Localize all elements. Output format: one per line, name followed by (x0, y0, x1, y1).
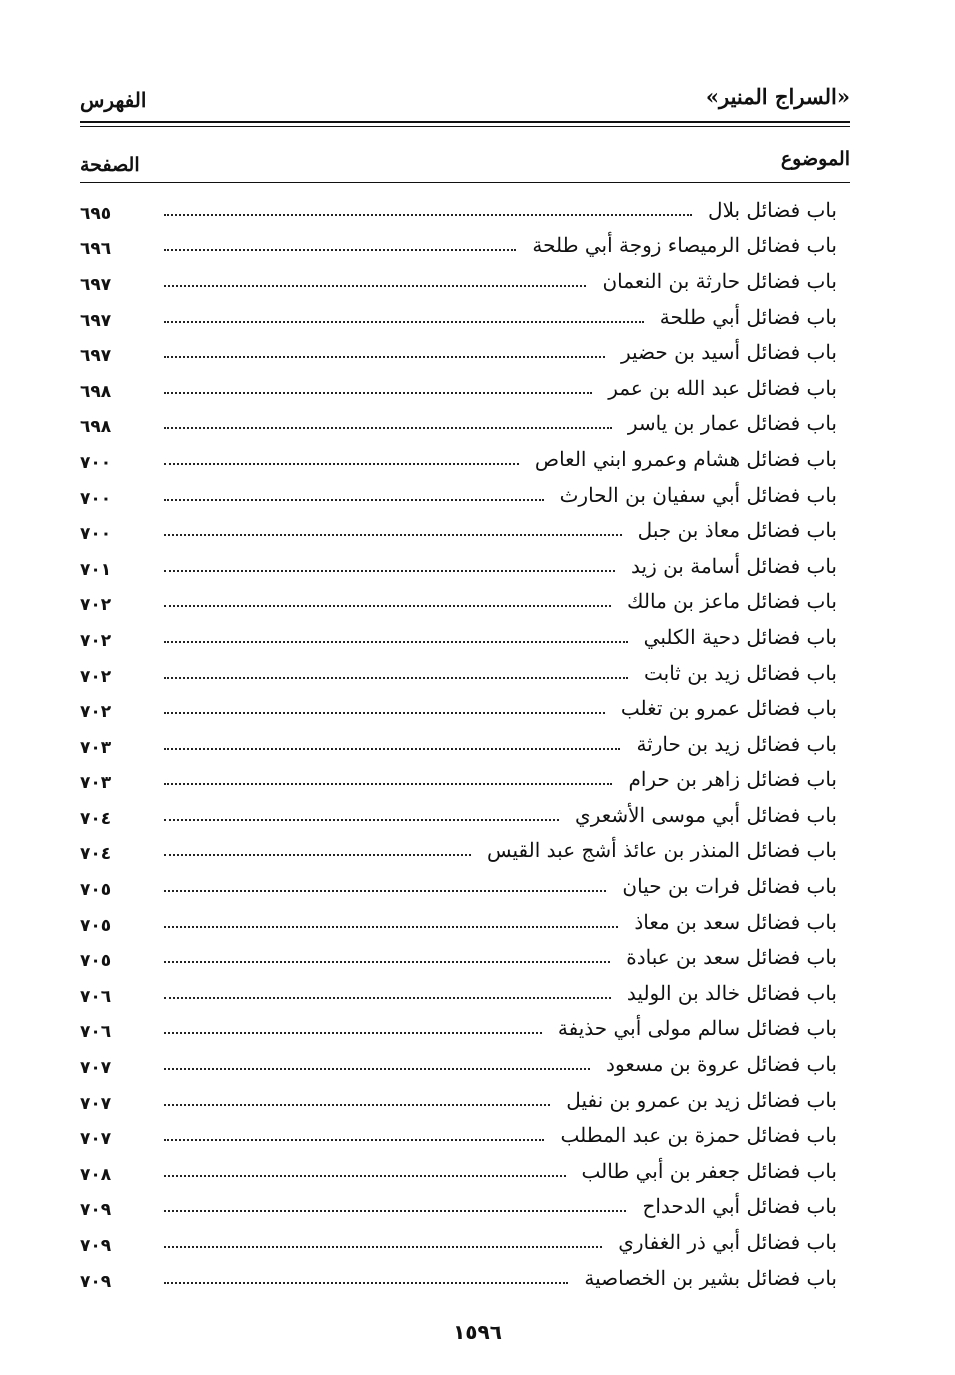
entry-page-number: ٧٠٥ (80, 915, 112, 936)
entry-title: باب فضائل الرميصاء زوجة أبي طلحة (532, 233, 837, 258)
entry-title: باب فضائل معاذ بن جبل (637, 518, 837, 543)
index-entry (80, 263, 837, 299)
entry-page-number: ٦٩٧ (80, 274, 112, 295)
entry-page-number: ٧٠٠ (80, 452, 112, 473)
entry-page-number: ٧٠٤ (80, 844, 112, 865)
index-entry (80, 228, 837, 264)
leader-dots (164, 321, 644, 323)
entry-title: باب فضائل دحية الكلبي (643, 624, 837, 649)
leader-dots (164, 854, 471, 856)
entry-page-number: ٧٠١ (80, 559, 112, 580)
column-header-rule (80, 182, 850, 183)
index-entry (80, 655, 837, 691)
entry-page-number: ٦٩٥ (80, 203, 112, 224)
leader-dots (164, 748, 620, 750)
entry-title: باب فضائل سعد بن معاذ (634, 909, 837, 934)
entry-title: باب فضائل أبي طلحة (659, 304, 837, 329)
entry-title: باب فضائل زيد بن ثابت (643, 660, 837, 685)
leader-dots (164, 712, 605, 714)
leader-dots (164, 641, 628, 643)
entry-page-number: ٧٠٦ (80, 1022, 112, 1043)
leader-dots (164, 677, 628, 679)
index-entry (80, 726, 837, 762)
entry-title: باب فضائل أبي سفيان بن الحارث (559, 482, 837, 507)
page-column-heading: الصفحة (80, 154, 140, 176)
leader-dots (164, 534, 622, 536)
index-entry (80, 441, 837, 477)
index-entry (80, 762, 837, 798)
leader-dots (164, 819, 559, 821)
entry-title: باب فضائل أسيد بن حضير (620, 340, 837, 365)
entry-title: باب فضائل بلال (708, 197, 837, 222)
entry-page-number: ٦٩٧ (80, 346, 112, 367)
page-header (80, 84, 850, 118)
entry-title: باب فضائل خالد بن الوليد (626, 980, 837, 1005)
leader-dots (164, 463, 519, 465)
index-entry (80, 1189, 837, 1225)
leader-dots (164, 356, 605, 358)
index-entry (80, 1117, 837, 1153)
index-entry (80, 477, 837, 513)
index-entry (80, 690, 837, 726)
index-entry (80, 1082, 837, 1118)
index-entry (80, 904, 837, 940)
leader-dots (164, 392, 592, 394)
index-entry (80, 548, 837, 584)
entry-title: باب فضائل عمار بن ياسر (627, 411, 837, 436)
index-title: الفهرس (80, 88, 147, 112)
entry-page-number: ٧٠٠ (80, 488, 112, 509)
leader-dots (164, 427, 612, 429)
leader-dots (164, 499, 544, 501)
entry-title: باب فضائل عروة بن مسعود (606, 1052, 837, 1077)
index-entry (80, 1153, 837, 1189)
index-entry (80, 1046, 837, 1082)
entry-page-number: ٧٠٤ (80, 808, 112, 829)
entry-title: باب فضائل حارثة بن النعمان (602, 268, 837, 293)
leader-dots (164, 1068, 590, 1070)
index-entry (80, 334, 837, 370)
entry-title: باب فضائل أبي ذر الغفاري (618, 1230, 837, 1255)
leader-dots (164, 249, 516, 251)
index-entry (80, 370, 837, 406)
index-entry (80, 619, 837, 655)
leader-dots (164, 1104, 550, 1106)
entry-title: باب فضائل أبي موسى الأشعري (575, 802, 837, 827)
page-number: ١٥٩٦ (453, 1320, 502, 1344)
entry-title: باب فضائل جعفر بن أبي طالب (581, 1158, 837, 1183)
entry-title: باب فضائل زاهر بن حرام (628, 767, 837, 792)
entry-page-number: ٧٠٨ (80, 1164, 112, 1185)
entry-title: باب فضائل سعد بن عبادة (626, 945, 837, 970)
topic-column-heading: الموضوع (780, 148, 850, 170)
header-rule-thick (80, 121, 850, 123)
entry-page-number: ٧٠٠ (80, 524, 112, 545)
leader-dots (164, 1032, 542, 1034)
entry-title: باب فضائل عمرو بن تغلب (620, 696, 837, 721)
index-entry (80, 192, 837, 228)
entry-title: باب فضائل أبي الدحداح (642, 1194, 837, 1219)
index-entry (80, 512, 837, 548)
index-entry (80, 1224, 837, 1260)
index-entry (80, 584, 837, 620)
leader-dots (164, 214, 692, 216)
entry-page-number: ٧٠٩ (80, 1236, 112, 1257)
leader-dots (164, 783, 612, 785)
entry-page-number: ٧٠٧ (80, 1129, 112, 1150)
leader-dots (164, 1246, 602, 1248)
entry-page-number: ٧٠٣ (80, 773, 112, 794)
index-entry (80, 868, 837, 904)
entry-title: باب فضائل عبد الله بن عمر (608, 375, 837, 400)
index-entries (80, 192, 837, 1295)
leader-dots (164, 1210, 626, 1212)
entry-page-number: ٧٠٢ (80, 666, 112, 687)
entry-page-number: ٦٩٨ (80, 417, 112, 438)
entry-page-number: ٧٠٧ (80, 1058, 112, 1079)
entry-page-number: ٧٠٩ (80, 1271, 112, 1292)
entry-page-number: ٧٠٥ (80, 880, 112, 901)
entry-title: باب فضائل هشام وعمرو ابني العاص (534, 446, 837, 471)
entry-page-number: ٧٠٣ (80, 737, 112, 758)
leader-dots (164, 890, 606, 892)
index-entry (80, 1011, 837, 1047)
leader-dots (164, 997, 611, 999)
entry-title: باب فضائل أسامة بن زيد (631, 553, 837, 578)
leader-dots (164, 961, 610, 963)
index-entry (80, 299, 837, 335)
entry-page-number: ٧٠٢ (80, 595, 112, 616)
header-rule-thin (80, 126, 850, 127)
leader-dots (164, 1282, 568, 1284)
entry-title: باب فضائل زيد بن حارثة (636, 731, 837, 756)
entry-title: باب فضائل ماعز بن مالك (627, 589, 837, 614)
index-entry (80, 797, 837, 833)
book-title: «السراج المنير» (705, 84, 850, 109)
column-headers (80, 148, 850, 178)
entry-title: باب فضائل زيد بن عمرو بن نفيل (566, 1087, 837, 1112)
leader-dots (164, 570, 615, 572)
entry-page-number: ٦٩٨ (80, 381, 112, 402)
entry-title: باب فضائل بشير بن الخصاصية (584, 1265, 837, 1290)
leader-dots (164, 285, 586, 287)
entry-title: باب فضائل حمزة بن عبد المطلب (560, 1123, 837, 1148)
index-entry (80, 939, 837, 975)
leader-dots (164, 1175, 566, 1177)
entry-title: باب فضائل المنذر بن عائذ أشج عبد القيس (487, 838, 837, 863)
index-entry (80, 975, 837, 1011)
entry-page-number: ٧٠٦ (80, 986, 112, 1007)
index-entry (80, 833, 837, 869)
leader-dots (164, 1139, 544, 1141)
entry-page-number: ٦٩٦ (80, 239, 112, 260)
leader-dots (164, 926, 618, 928)
entry-page-number: ٧٠٧ (80, 1093, 112, 1114)
leader-dots (164, 605, 611, 607)
entry-page-number: ٧٠٥ (80, 951, 112, 972)
index-entry (80, 1260, 837, 1296)
entry-page-number: ٧٠٢ (80, 702, 112, 723)
entry-title: باب فضائل فرات بن حيان (622, 874, 837, 899)
entry-page-number: ٧٠٩ (80, 1200, 112, 1221)
index-entry (80, 406, 837, 442)
entry-title: باب فضائل سالم مولى أبي حذيفة (557, 1016, 837, 1041)
entry-page-number: ٦٩٧ (80, 310, 112, 331)
entry-page-number: ٧٠٢ (80, 630, 112, 651)
